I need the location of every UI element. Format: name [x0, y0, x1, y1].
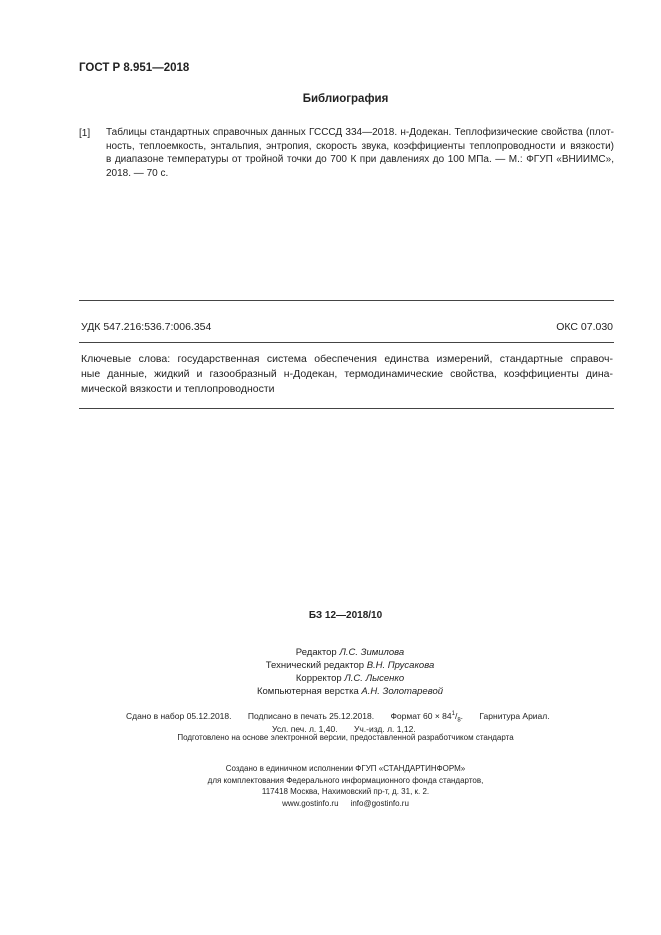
- credit-line: Компьютерная верстка А.Н. Золотаревой: [256, 686, 444, 697]
- oks-code: ОКС 07.030: [556, 321, 613, 333]
- print-sheets-row: Усл. печ. л. 1,40. Уч.-изд. л. 1,12.: [272, 724, 416, 734]
- reference-line: 2018. — 70 с.: [106, 167, 169, 179]
- reference-number: [1]: [79, 128, 91, 139]
- keywords-line: ные данные, жидкий и газообразный н-Додекан, термодинамические свойства, коэффициенты дина-: [81, 368, 613, 380]
- prepared-note: Подготовлено на основе электронной версии, предоставленной разработчиком стандарта: [177, 733, 514, 742]
- print-details-row: Сдано в набор 05.12.2018. Подписано в печать 25.12.2018. Формат $60 \times 84^1/_8$. Гарнитура Ариал.: [126, 711, 550, 724]
- publisher-line: 117418 Москва, Нахимовский пр-т, д. 31, к. 2.: [261, 787, 430, 796]
- credits-block: [0, 646, 661, 698]
- reference-line: Таблицы стандартных справочных данных ГСССД 334—2018. н-Додекан. Теплофизические свойства (плот-: [106, 127, 614, 138]
- document-code: ГОСТ Р 8.951—2018: [79, 62, 190, 74]
- udk-code: УДК 547.216:536.7:006.354: [81, 321, 212, 333]
- publisher-line: Создано в единичном исполнении ФГУП «СТАНДАРТИНФОРМ»: [225, 764, 466, 773]
- bz-number: БЗ 12—2018/10: [308, 610, 383, 621]
- publisher-contacts: [0, 798, 661, 810]
- keywords-block: [81, 352, 613, 397]
- publisher-line: для комплектования Федерального информационного фонда стандартов,: [207, 775, 484, 785]
- keywords-line: Ключевые слова: государственная система обеспечения единства измерений, стандартные справоч-: [81, 353, 613, 365]
- bibliography-title: Библиография: [302, 93, 389, 105]
- divider-bottom: [79, 408, 614, 409]
- credit-line: Редактор Л.С. Зимилова: [295, 647, 405, 658]
- keywords-line: мической вязкости и теплопроводности: [81, 383, 275, 395]
- credit-line: Корректор Л.С. Лысенко: [295, 673, 405, 684]
- reference-line: ность, теплоемкость, энтальпия, энтропия, скорость звука, коэффициенты теплопроводности и вязкости): [106, 140, 614, 152]
- publisher-block: [0, 763, 661, 809]
- reference-line: в диапазоне температуры от тройной точки до 700 К при давлениях до 100 МПа. — М.: ФГУП «ВНИИМС»,: [106, 154, 614, 165]
- divider-top: [79, 300, 614, 301]
- reference-entry: [106, 126, 614, 180]
- divider-middle: [79, 342, 614, 343]
- website-link[interactable]: www.gostinfo.ru: [282, 798, 339, 808]
- email-link[interactable]: info@gostinfo.ru: [350, 798, 409, 808]
- credit-line: Технический редактор В.Н. Прусакова: [265, 660, 435, 671]
